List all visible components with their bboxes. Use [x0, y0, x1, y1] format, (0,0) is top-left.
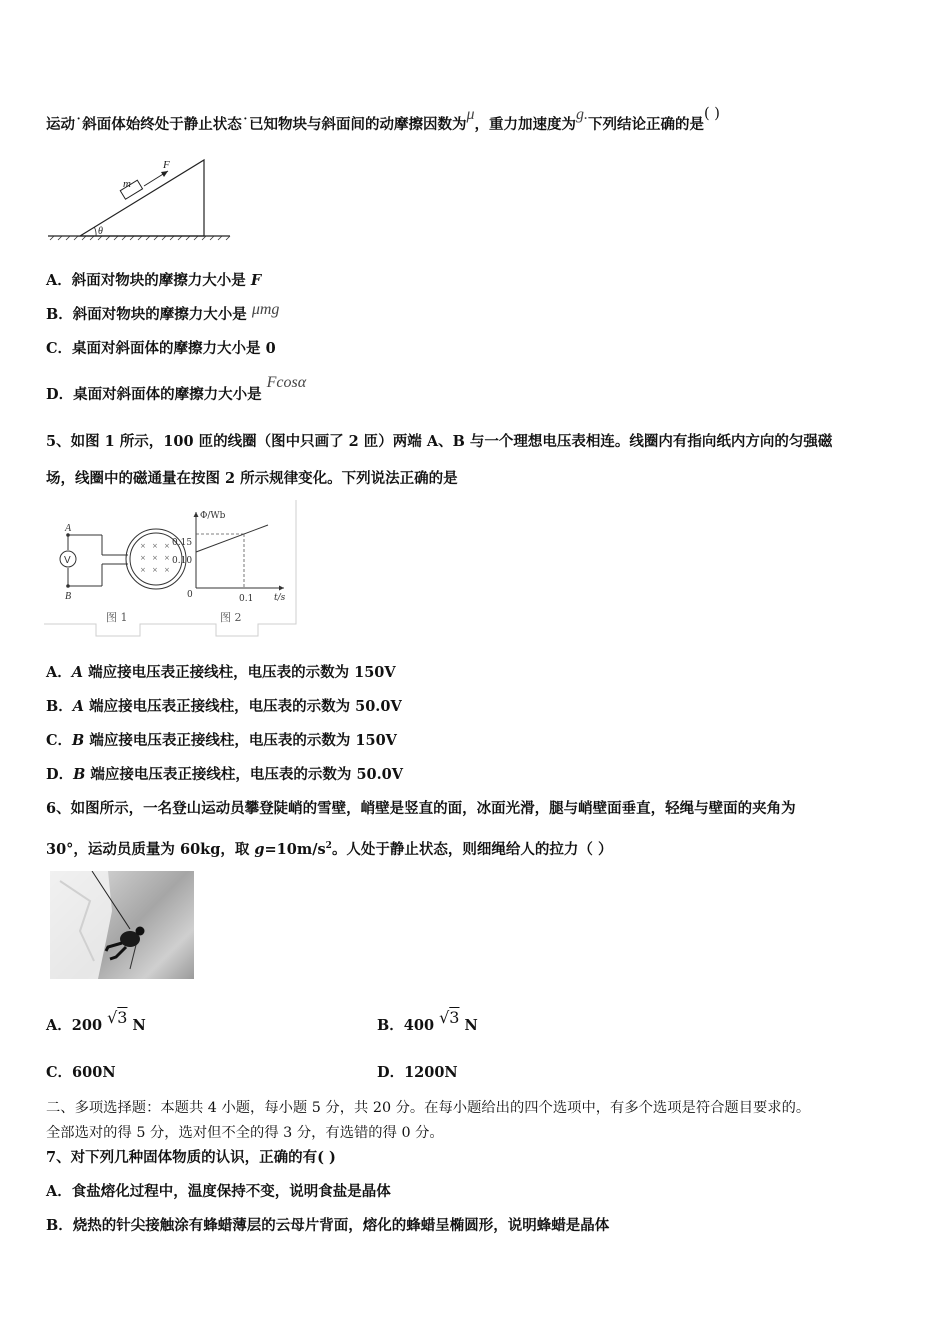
figure1-caption: 图 1: [106, 611, 128, 624]
option-unit: N: [127, 1017, 146, 1034]
flux-tick-0-15: 0.15: [172, 538, 193, 548]
svg-text:×: ×: [164, 566, 170, 574]
voltmeter-label: V: [64, 555, 71, 566]
q6-g: g: [254, 840, 265, 858]
svg-text:×: ×: [140, 542, 146, 550]
option-text: 端应接电压表正接线柱，电压表的示数为 150V: [84, 732, 397, 749]
climber-photo: [50, 871, 194, 979]
incline-angle-label: θ: [98, 226, 103, 237]
q6-option-d[interactable]: [377, 1063, 458, 1083]
option-label: B．: [377, 1017, 404, 1034]
option-text: 桌面对斜面体的摩擦力大小是: [73, 386, 267, 403]
q4-option-b[interactable]: [46, 301, 280, 325]
q4-option-d[interactable]: [46, 374, 307, 405]
q4-stem-text-b: ，重力加速度为: [474, 116, 577, 133]
q5-option-d[interactable]: [46, 765, 403, 785]
q6-stem-line2: [46, 836, 612, 860]
option-label: A．: [46, 272, 72, 289]
option-text: 斜面对物块的摩擦力大小是: [72, 306, 252, 323]
option-unit: N: [459, 1017, 478, 1034]
time-axis-label: t/s: [274, 593, 286, 603]
q6-stem-text-a: 30°，运动员质量为 60kg，取: [46, 840, 255, 858]
terminal-a-label: A: [65, 523, 72, 534]
option-label: B．: [46, 698, 73, 715]
q4-option-a[interactable]: [46, 271, 261, 291]
option-pole: B: [73, 766, 86, 783]
svg-text:×: ×: [164, 542, 170, 550]
option-pole: A: [72, 698, 85, 715]
time-tick-0-1: 0.1: [239, 594, 254, 604]
terminal-b-label: B: [65, 591, 72, 602]
option-label: A．: [46, 664, 72, 681]
section2-heading-line2: 全部选对的得 5 分，选对但不全的得 3 分，有选错的得 0 分。: [46, 1125, 444, 1141]
q6-option-c[interactable]: [46, 1063, 116, 1083]
svg-text:×: ×: [140, 554, 146, 562]
q5-stem-line1: 5、如图 1 所示，100 匝的线圈（图中只画了 2 匝）两端 A、B 与一个理想电压表相连。线圈内有指向纸内方向的匀强磁: [46, 433, 833, 450]
q5-option-b[interactable]: [46, 697, 402, 717]
figure2-caption: 图 2: [220, 611, 242, 624]
option-label: B．: [46, 1217, 73, 1234]
option-label: C．: [46, 1064, 73, 1081]
q4-g: g.: [576, 106, 589, 123]
q5-figure: [44, 500, 298, 638]
q6-stem-text-b: =10m/s: [264, 840, 326, 858]
section2-heading-line1: 二、多项选择题：本题共 4 小题，每小题 5 分，共 20 分。在每小题给出的四个选项中，有多个选项是符合题目要求的。: [46, 1100, 811, 1116]
option-radicand: 3: [117, 1008, 128, 1027]
q4-stem-text-c: 下列结论正确的是: [588, 116, 705, 133]
q4-option-c[interactable]: [46, 339, 276, 359]
q7-option-b[interactable]: [46, 1216, 609, 1236]
climber-illustration: [50, 871, 194, 979]
svg-text:×: ×: [164, 554, 170, 562]
option-text: 端应接电压表正接线柱，电压表的示数为 150V: [83, 664, 396, 681]
option-label: B．: [46, 306, 73, 323]
option-label: A．: [46, 1017, 72, 1034]
q5-stem-line2: 场，线圈中的磁通量在按图 2 所示规律变化。下列说法正确的是: [46, 470, 458, 487]
option-pole: B: [72, 732, 85, 749]
q4-stem: [46, 106, 720, 135]
option-text: 端应接电压表正接线柱，电压表的示数为 50.0V: [85, 766, 404, 783]
block-mass-label: m: [123, 178, 131, 190]
option-value: 1200N: [404, 1064, 458, 1081]
q6-stem-line1: 6、如图所示，一名登山运动员攀登陡峭的雪壁，峭壁是竖直的面，冰面光滑，腿与峭壁面垂直，轻绳与壁面的夹角为: [46, 800, 796, 817]
incline-figure: [46, 156, 236, 244]
option-radicand: 3: [449, 1008, 460, 1027]
option-text: 斜面对物块的摩擦力大小是: [71, 272, 251, 289]
flux-axis-label: Φ/Wb: [200, 511, 226, 521]
q4-answer-paren: ( ): [704, 106, 720, 122]
option-label: D．: [46, 766, 74, 783]
option-text: 桌面对斜面体的摩擦力大小是 0: [72, 340, 276, 357]
option-label: D．: [46, 386, 74, 403]
option-label: D．: [377, 1064, 405, 1081]
q4-stem-text-a: 运动˙斜面体始终处于静止状态˙已知物块与斜面间的动摩擦因数为: [46, 116, 467, 133]
option-text: 烧热的针尖接触涂有蜂蜡薄层的云母片背面，熔化的蜂蜡呈椭圆形，说明蜂蜡是晶体: [72, 1217, 610, 1234]
option-value: 600N: [72, 1064, 116, 1081]
option-label: A．: [46, 1183, 72, 1200]
svg-text:×: ×: [152, 554, 158, 562]
svg-text:×: ×: [152, 542, 158, 550]
option-text: 食盐熔化过程中，温度保持不变，说明食盐是晶体: [71, 1183, 391, 1200]
q6-exponent: 2: [325, 841, 332, 851]
option-text: 端应接电压表正接线柱，电压表的示数为 50.0V: [84, 698, 402, 715]
svg-text:×: ×: [152, 566, 158, 574]
flux-tick-0-10: 0.10: [172, 556, 193, 566]
origin-label: 0: [187, 590, 193, 600]
option-label: C．: [46, 340, 73, 357]
flux-graph: [172, 511, 286, 624]
option-math: μmg: [251, 301, 280, 318]
q6-option-a[interactable]: A．200 √3 N: [46, 1008, 146, 1034]
q6-option-b[interactable]: B．400 √3 N: [377, 1008, 478, 1034]
q5-option-a[interactable]: [46, 663, 396, 683]
option-value: 200: [71, 1017, 108, 1034]
option-value: 400: [403, 1017, 440, 1034]
q4-mu: μ: [466, 106, 475, 123]
q7-option-a[interactable]: [46, 1182, 391, 1202]
flux-line: [196, 525, 268, 552]
option-pole: A: [71, 664, 84, 681]
q6-stem-text-c: 。人处于静止状态，则细绳给人的拉力（ ）: [331, 840, 613, 858]
coil-circuit: [60, 523, 186, 624]
option-math: Fcosα: [266, 374, 307, 391]
q5-option-c[interactable]: [46, 731, 397, 751]
option-label: C．: [46, 732, 73, 749]
svg-text:×: ×: [140, 566, 146, 574]
q7-stem: 7、对下列几种固体物质的认识，正确的有( ): [46, 1149, 336, 1166]
force-label: F: [163, 159, 170, 171]
option-math: F: [250, 272, 262, 289]
